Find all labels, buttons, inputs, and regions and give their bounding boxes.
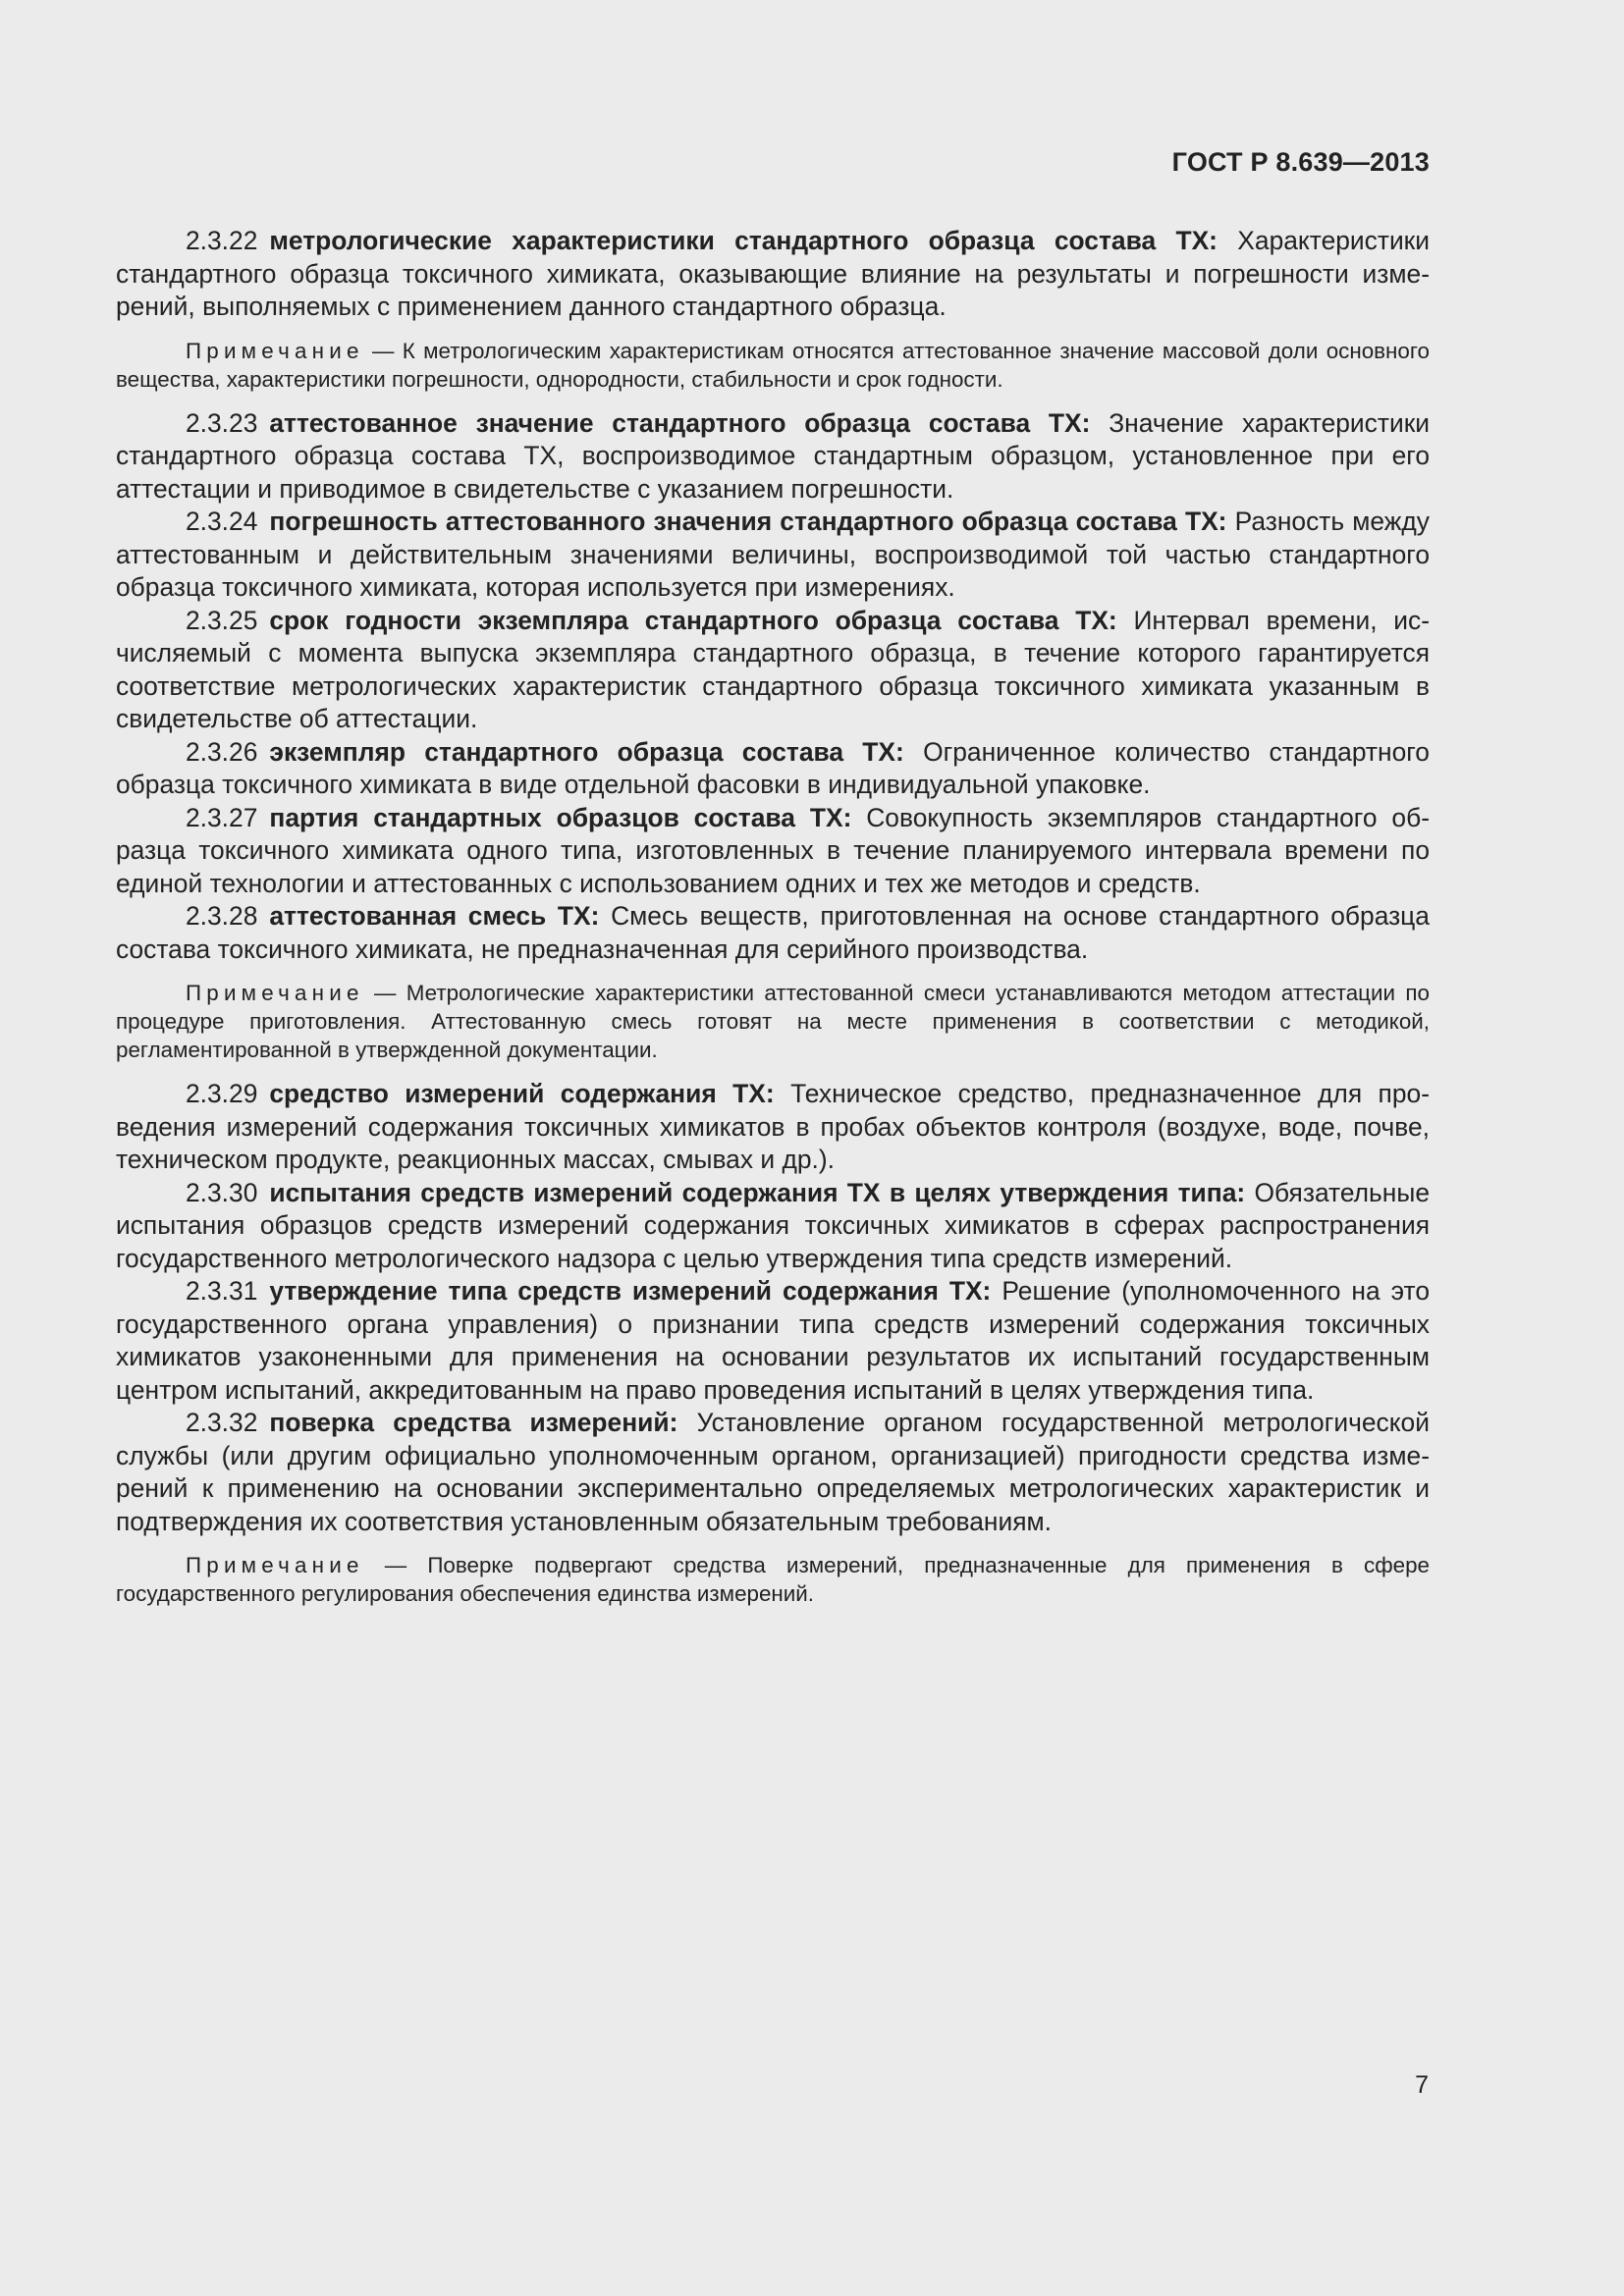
term-definition: Обязательные испытания образцов средств измерений содержания токсичных химикатов в сферах распространения государственного метрологического надзора с целью утверждения типа средств измерений. (116, 1177, 1430, 1273)
document-body (116, 225, 1430, 1622)
note-label: Примечание (186, 981, 364, 1005)
term-entry (116, 605, 1430, 736)
note-label: Примечание (186, 1553, 364, 1577)
term-entry (116, 1078, 1430, 1177)
term-definition: Ограниченное количество стандартного образца токсичного химиката в виде отдельной фасовки в индивидуальной упаковке. (116, 736, 1430, 799)
term-definition: Разность между аттестованным и действительным значениями величины, воспроизводимой той частью стандартного образца токсичного химиката, которая используется при измерениях. (116, 507, 1430, 602)
note-text: — Поверке подвергают средства измерений, предназначенные для применения в сфере государственного регулирования обеспечения единства измерений. (116, 1553, 1430, 1606)
term-entry (116, 1177, 1430, 1276)
term-definition: Интервал времени, исчисляемый с момента выпуска экземпляра стандартного образца, в течение которого гарантируется соответствие метрологических характеристик стандартного образца токсичного химиката указанным в свидетельстве об аттестации. (116, 605, 1430, 733)
term-entry (116, 802, 1430, 901)
term-number: 2.3.32 (186, 1408, 258, 1437)
term-name: средство измерений содержания ТХ: (269, 1079, 775, 1108)
term-name: погрешность аттестованного значения стандартного образца состава ТХ: (269, 507, 1227, 536)
term-entry (116, 736, 1430, 802)
term-name: аттестованная смесь ТХ: (269, 901, 600, 931)
term-name: экземпляр стандартного образца состава ТХ: (269, 736, 904, 767)
term-definition: Установление органом государственной метрологической службы (или другим официально уполномоченным органом, организацией) пригодности средства измерений к применению на основании экспериментально определяемых метрологических характеристик и подтверждения их соответствия установленным обязательным требованиям. (116, 1408, 1430, 1536)
term-number: 2.3.25 (186, 605, 258, 635)
document-header: ГОСТ Р 8.639—2013 (1171, 147, 1430, 177)
term-definition: Смесь веществ, приготовленная на основе стандартного образца состава токсичного химиката, не предназначенная для серийного производства. (116, 901, 1430, 964)
term-number: 2.3.30 (186, 1177, 258, 1207)
note (116, 337, 1430, 394)
term-name: партия стандартных образцов состава ТХ: (269, 802, 852, 832)
term-definition: Техническое средство, предназначенное для проведения измерений содержания токсичных химикатов в пробах объектов контроля (воздухе, воде, почве, техническом продукте, реакционных массах, смывах и др.). (116, 1079, 1430, 1174)
term-definition: Совокупность экземпляров стандартного образца токсичного химиката одного типа, изготовленных в течение планируемого интервала времени по единой технологии и аттестованных с использованием одних и тех же методов и средств. (116, 802, 1430, 898)
term-name: аттестованное значение стандартного образца состава ТХ: (269, 407, 1091, 438)
note (116, 1551, 1430, 1608)
note-text: — К метрологическим характеристикам относятся аттестованное значение массовой доли основного вещества, характеристики погрешности, однородности, стабильности и срок годности. (116, 338, 1430, 392)
term-name: срок годности экземпляра стандартного образца состава ТХ: (269, 605, 1117, 635)
term-name: поверка средства измерений: (269, 1408, 678, 1437)
term-number: 2.3.31 (186, 1276, 258, 1306)
term-entry (116, 1275, 1430, 1407)
term-number: 2.3.29 (186, 1079, 258, 1108)
term-number: 2.3.27 (186, 802, 258, 832)
term-number: 2.3.22 (186, 226, 258, 255)
term-entry (116, 407, 1430, 507)
note-text: — Метрологические характеристики аттестованной смеси устанавливаются методом аттестации по процедуре приготовления. Аттестованную смесь готовят на месте применения в соответствии с методикой, регламентированной в утвержденной документации. (116, 981, 1430, 1062)
page-number: 7 (1415, 2071, 1429, 2099)
note (116, 979, 1430, 1064)
term-entry (116, 900, 1430, 966)
term-name: утверждение типа средств измерений содержания ТХ: (269, 1276, 992, 1306)
term-entry (116, 1407, 1430, 1538)
term-entry (116, 225, 1430, 324)
term-definition: Характеристики стандартного образца токсичного химиката, оказывающие влияние на результаты и погрешности измерений, выполняемых с применением данного стандартного образца. (116, 226, 1430, 321)
term-name: испытания средств измерений содержания ТХ в целях утверждения типа: (269, 1177, 1246, 1207)
term-definition: Решение (уполномоченного на это государственного органа управления) о признании типа средств измерений содержания токсичных химикатов узаконенными для применения на основании результатов их испытаний государственным центром испытаний, аккредитованным на право проведения испытаний в целях утверждения типа. (116, 1276, 1430, 1405)
term-number: 2.3.24 (186, 507, 258, 536)
term-definition: Значение характеристики стандартного образца состава ТХ, воспроизводимое стандартным образцом, установленное при его аттестации и приводимое в свидетельстве с указанием погрешности. (116, 407, 1430, 504)
note-label: Примечание (186, 338, 364, 363)
term-number: 2.3.23 (186, 407, 258, 438)
term-name: метрологические характеристики стандартного образца состава ТХ: (269, 226, 1218, 255)
term-entry (116, 506, 1430, 605)
term-number: 2.3.28 (186, 901, 258, 931)
term-number: 2.3.26 (186, 736, 258, 767)
